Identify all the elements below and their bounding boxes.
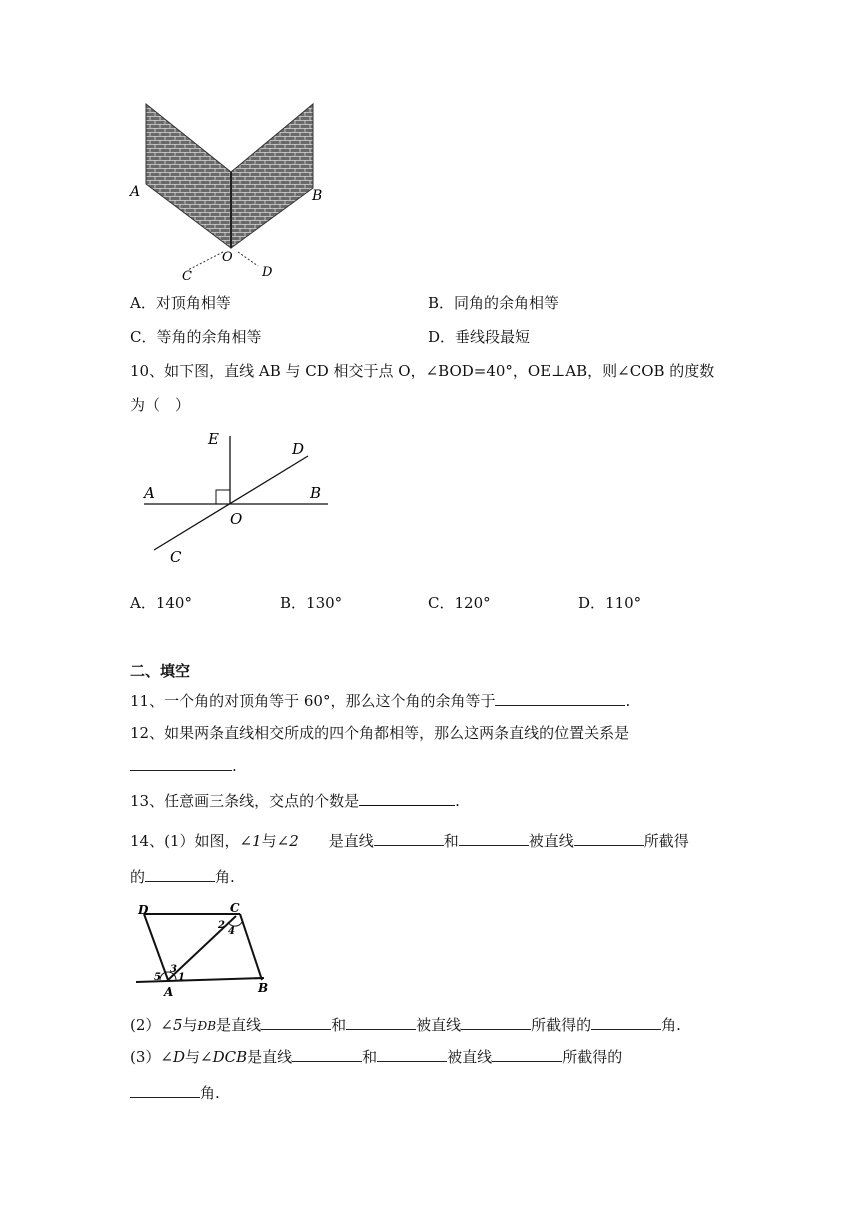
q14-part3-line1 xyxy=(130,1046,622,1067)
label-A: A xyxy=(130,184,141,200)
label-A: A xyxy=(164,985,174,999)
q11-question xyxy=(130,690,630,711)
label-E: E xyxy=(208,430,219,448)
q10-option-d: D．110° xyxy=(578,594,642,612)
q10-question-line1: 10、如下图，直线 AB 与 CD 相交于点 O，∠BOD=40°，OE⊥AB，则∠COB 的度数 xyxy=(130,362,715,380)
q9-option-c: C．等角的余角相等 xyxy=(130,328,262,346)
label-B: B xyxy=(312,188,323,204)
q14-p2-bei: 被直线 xyxy=(416,1016,462,1034)
q10-option-b: B．130° xyxy=(280,594,343,612)
q14-p1-blank-1[interactable] xyxy=(374,831,444,846)
q14-p3-jiao: 角. xyxy=(200,1084,220,1102)
q14-p2-blank-1[interactable] xyxy=(261,1015,331,1030)
label-1: 1 xyxy=(178,972,185,983)
label-D: D xyxy=(138,903,149,917)
q11-text: 11、一个角的对顶角等于 60°，那么这个角的余角等于 xyxy=(130,692,496,710)
angle-2: ∠2 xyxy=(276,832,299,850)
q14-p3-is-line: 是直线 xyxy=(247,1048,293,1066)
q14-part3-line2 xyxy=(130,1082,220,1103)
q14-bei: 被直线 xyxy=(528,832,574,850)
angle-DCB: ∠DCB xyxy=(200,1048,248,1066)
label-O: O xyxy=(222,250,233,265)
angle-B: ÐB xyxy=(197,1019,217,1033)
q10-option-a: A．140° xyxy=(130,594,192,612)
q14-p2-yu: 与 xyxy=(182,1016,198,1034)
section-heading: 二、填空 xyxy=(130,662,191,680)
label-B: B xyxy=(310,484,322,502)
q14-p3-he: 和 xyxy=(362,1048,378,1066)
lines-figure xyxy=(130,428,340,573)
q14-p3-bei: 被直线 xyxy=(447,1048,493,1066)
q13-text: 13、任意画三条线，交点的个数是 xyxy=(130,792,360,810)
q12-question: 12、如果两条直线相交所成的四个角都相等，那么这两条直线的位置关系是 xyxy=(130,724,630,742)
label-C: C xyxy=(170,548,182,566)
q14-p2-is-line: 是直线 xyxy=(216,1016,262,1034)
label-4: 4 xyxy=(228,926,235,937)
q10-option-c: C．120° xyxy=(428,594,491,612)
q14-p3-blank-2[interactable] xyxy=(377,1047,447,1062)
q14-p1-blank-3[interactable] xyxy=(574,831,644,846)
q14-part1-line2 xyxy=(130,866,235,887)
q14-p3-yu: 与 xyxy=(185,1048,201,1066)
q14-p1-blank-4[interactable] xyxy=(145,867,215,882)
wall-figure xyxy=(128,100,328,285)
q14-suo: 所截得 xyxy=(643,832,689,850)
q14-p3-blank-4[interactable] xyxy=(130,1083,200,1098)
label-C: C xyxy=(230,901,240,915)
label-3: 3 xyxy=(170,964,177,975)
q14-part2 xyxy=(130,1014,681,1035)
q13-period: . xyxy=(455,792,460,810)
q14-yu: 与 xyxy=(261,832,277,850)
q9-option-b: B．同角的余角相等 xyxy=(428,294,560,312)
q14-is-line: 是直线 xyxy=(328,832,374,850)
label-B: B xyxy=(258,981,269,995)
label-5: 5 xyxy=(154,972,161,983)
angle-5: ∠5 xyxy=(160,1016,183,1034)
q14-p3-blank-3[interactable] xyxy=(492,1047,562,1062)
q9-option-d: D．垂线段最短 xyxy=(428,328,531,346)
q12-period: . xyxy=(232,757,237,775)
q14-de: 的 xyxy=(130,868,146,886)
q14-p3-prefix: (3） xyxy=(130,1048,161,1066)
q14-p2-prefix: (2） xyxy=(130,1016,161,1034)
label-O: O xyxy=(230,510,243,528)
q14-p3-blank-1[interactable] xyxy=(292,1047,362,1062)
q13-question xyxy=(130,790,460,811)
q11-period: . xyxy=(625,692,631,710)
q11-answer-blank[interactable] xyxy=(495,691,625,706)
label-A: A xyxy=(144,484,155,502)
q14-jiao: 角. xyxy=(215,868,235,886)
q14-intro: 14、(1）如图， xyxy=(130,832,240,850)
q14-p3-suo: 所截得的 xyxy=(562,1048,623,1066)
label-C: C xyxy=(182,269,192,284)
q14-p1-blank-2[interactable] xyxy=(459,831,529,846)
q12-answer-line xyxy=(130,756,237,775)
q14-p2-blank-4[interactable] xyxy=(591,1015,661,1030)
q14-he: 和 xyxy=(443,832,459,850)
label-D: D xyxy=(262,265,273,280)
parallelogram-figure xyxy=(130,900,275,1000)
angle-D: ∠D xyxy=(160,1048,186,1066)
q14-p2-blank-3[interactable] xyxy=(461,1015,531,1030)
label-D: D xyxy=(292,440,305,458)
q13-answer-blank[interactable] xyxy=(359,791,455,806)
q14-part1-line1 xyxy=(130,830,689,851)
q14-p2-blank-2[interactable] xyxy=(346,1015,416,1030)
label-2: 2 xyxy=(218,920,225,931)
q14-p2-he: 和 xyxy=(331,1016,347,1034)
q12-answer-blank[interactable] xyxy=(130,756,232,771)
q9-option-a: A．对顶角相等 xyxy=(130,294,231,312)
q10-question-line2: 为（ ） xyxy=(130,396,191,414)
angle-1: ∠1 xyxy=(239,832,262,850)
q14-p2-jiao: 角. xyxy=(661,1016,681,1034)
q14-p2-suo: 所截得的 xyxy=(531,1016,592,1034)
